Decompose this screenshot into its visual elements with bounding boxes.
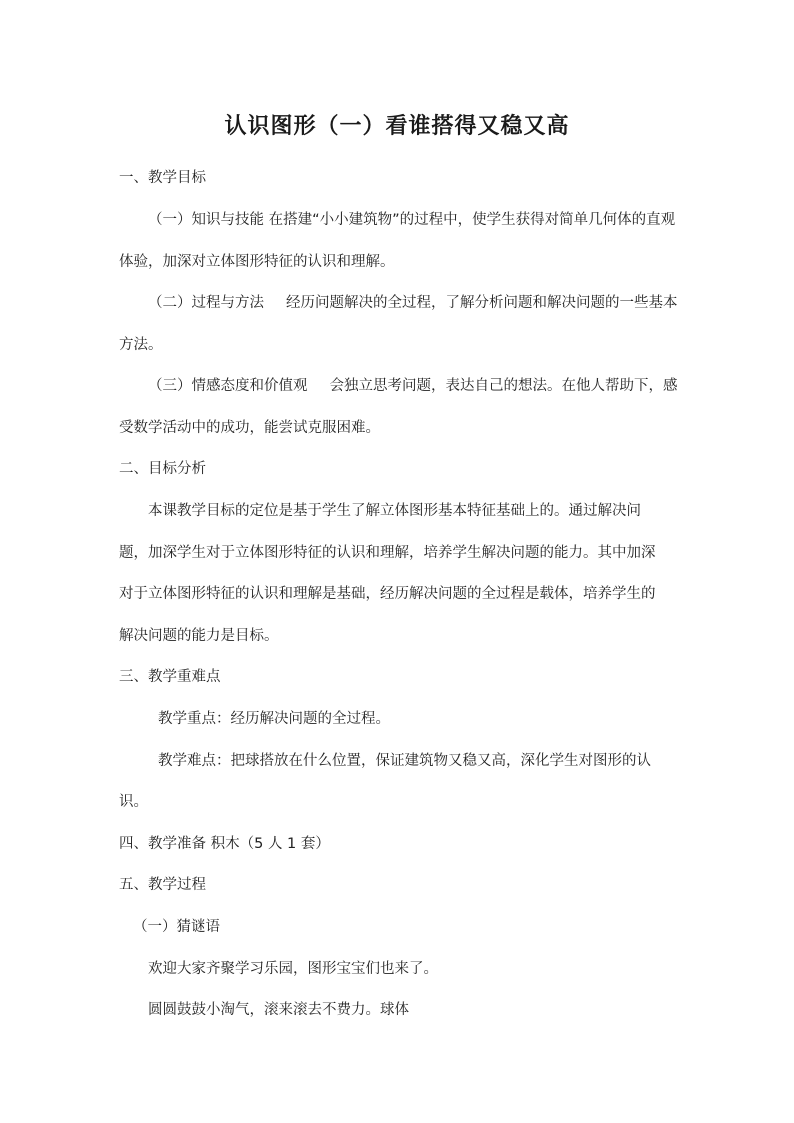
paragraph-text: 会独立思考问题，表达自己的想法。在他人帮助下，感 (329, 378, 678, 394)
paragraph-line: 方法。 (119, 337, 163, 353)
section-heading-analysis: 二、目标分析 (119, 461, 206, 477)
paragraph-text: 经历问题解决的全过程，了解分析问题和解决问题的一些基本 (286, 295, 678, 311)
section-heading-key-points: 三、教学重难点 (119, 669, 221, 685)
paragraph-line: 受数学活动中的成功，能尝试克服困难。 (119, 420, 380, 436)
document-title: 认识图形（一）看谁搭得又稳又高 (224, 114, 570, 139)
section-heading-process: 五、教学过程 (119, 877, 206, 893)
paragraph-line: 教学难点：把球搭放在什么位置，保证建筑物又稳又高，深化学生对图形的认 (158, 753, 651, 769)
section-heading-objectives: 一、教学目标 (119, 170, 206, 186)
subheading-process-method: （二）过程与方法 (148, 295, 264, 311)
paragraph-line: 欢迎大家齐聚学习乐园，图形宝宝们也来了。 (148, 961, 438, 977)
paragraph-line (148, 292, 678, 314)
paragraph-line (148, 375, 678, 397)
paragraph-line: 对于立体图形特征的认识和理解是基础，经历解决问题的全过程是载体，培养学生的 (119, 586, 656, 602)
subheading-riddle: （一）猜谜语 (133, 919, 220, 935)
paragraph-line: 题，加深学生对于立体图形特征的认识和理解，培养学生解决问题的能力。其中加深 (119, 545, 656, 561)
section-heading-preparation: 四、教学准备 积木（5 人 1 套） (119, 836, 330, 852)
paragraph-line: 识。 (119, 794, 148, 810)
paragraph-line: 本课教学目标的定位是基于学生了解立体图形基本特征基础上的。通过解决问 (148, 503, 641, 519)
paragraph-line: 教学重点：经历解决问题的全过程。 (158, 711, 390, 727)
paragraph-line: （一）知识与技能 在搭建“小小建筑物”的过程中，使学生获得对简单几何体的直观 (148, 212, 676, 228)
paragraph-line: 解决问题的能力是目标。 (119, 628, 279, 644)
paragraph-line: 圆圆鼓鼓小淘气，滚来滚去不费力。球体 (148, 1002, 409, 1018)
subheading-attitude-values: （三）情感态度和价值观 (148, 378, 308, 394)
paragraph-line: 体验，加深对立体图形特征的认识和理解。 (119, 254, 395, 270)
